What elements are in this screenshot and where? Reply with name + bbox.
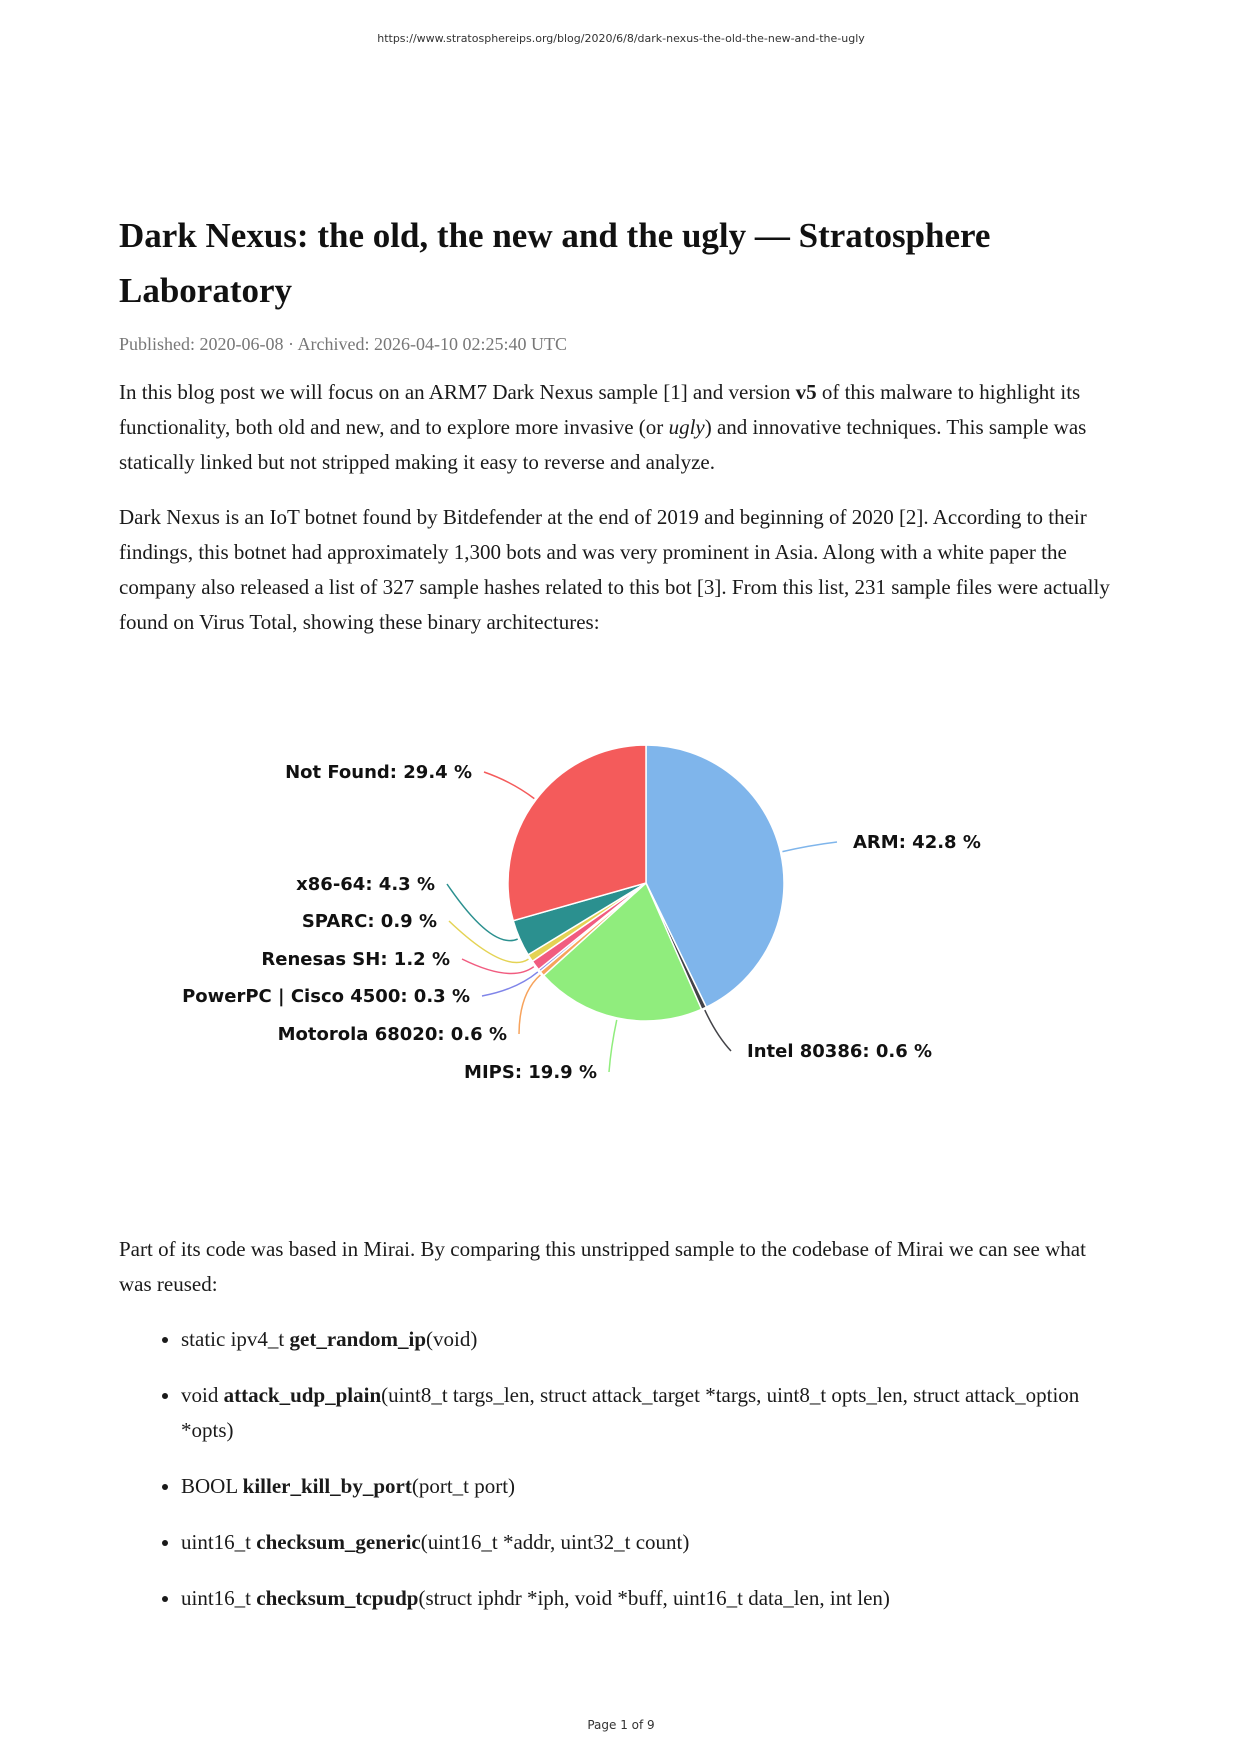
fn-args: (port_t port) — [411, 1474, 516, 1498]
article-meta: Published: 2020-06-08 · Archived: 2026-04-10 02:25:40 UTC — [119, 334, 567, 354]
pie-label: Intel 80386: 0.6 % — [747, 1041, 933, 1062]
article — [119, 208, 1123, 660]
pie-connector — [609, 1020, 617, 1072]
fn-args: (void) — [426, 1327, 478, 1351]
paragraph-intro-e: ) and innovative techniques. This sample was statically linked but not stripped making it easy to reverse and analyze. — [119, 415, 1087, 474]
fn-type: uint16_t — [181, 1586, 257, 1610]
pie-connector — [782, 842, 837, 852]
function-list — [119, 1322, 1123, 1616]
pie-label: Renesas SH: 1.2 % — [261, 949, 450, 970]
ugly-italic: ugly — [668, 415, 705, 439]
pie-label: Not Found: 29.4 % — [285, 762, 472, 783]
pie-label: SPARC: 0.9 % — [301, 911, 437, 932]
fn-name: attack_udp_plain — [223, 1383, 382, 1407]
fn-name: killer_kill_by_port — [242, 1474, 412, 1498]
fn-args: (uint16_t *addr, uint32_t count) — [420, 1530, 690, 1554]
article-title: Dark Nexus: the old, the new and the ugly — Stratosphere Laboratory — [119, 216, 991, 310]
version-bold: v5 — [795, 380, 817, 404]
fn-type: static ipv4_t — [181, 1327, 290, 1351]
page-url: https://www.stratosphereips.org/blog/2020/6/8/dark-nexus-the-old-the-new-and-the-ugly — [377, 32, 865, 45]
pie-label: ARM: 42.8 % — [853, 832, 981, 853]
pie-label: x86-64: 4.3 % — [296, 874, 435, 895]
list-item — [181, 1525, 1123, 1560]
paragraph-intro-c: of this malware to highlight its functionality, both old and new, and to explore more invasive (or — [119, 380, 1081, 439]
fn-type: BOOL — [181, 1474, 243, 1498]
fn-type: void — [181, 1383, 224, 1407]
architecture-pie-chart — [180, 730, 1080, 1110]
pie-label: Motorola 68020: 0.6 % — [277, 1024, 507, 1045]
fn-type: uint16_t — [181, 1530, 257, 1554]
pie-connector — [519, 975, 540, 1034]
fn-name: checksum_tcpudp — [256, 1586, 419, 1610]
paragraph-mirai: Part of its code was based in Mirai. By comparing this unstripped sample to the codebase of Mirai we can see what was reused: — [119, 1237, 1086, 1296]
pie-connector — [447, 884, 518, 941]
list-item — [181, 1469, 1123, 1504]
list-item — [181, 1581, 1123, 1616]
fn-name: get_random_ip — [289, 1327, 426, 1351]
paragraph-intro-a: In this blog post we will focus on an ARM7 Dark Nexus sample [1] and version — [119, 380, 796, 404]
list-item — [181, 1378, 1123, 1448]
page-number: Page 1 of 9 — [587, 1718, 655, 1732]
pie-label: PowerPC | Cisco 4500: 0.3 % — [182, 986, 470, 1007]
paragraph-botnet: Dark Nexus is an IoT botnet found by Bitdefender at the end of 2019 and beginning of 2020 [2]. According to their findings, this botnet had approximately 1,300 bots and was very prominent in Asia. Along with a white paper the company also released a list of 327 sample hashes related to this bot [3]. From this list, 231 sample files were actually found on Virus Total, showing these binary architectures: — [119, 505, 1110, 634]
pie-connector — [705, 1010, 731, 1051]
pie-connector — [482, 972, 538, 996]
pie-connector — [484, 772, 534, 799]
article-continued — [119, 1232, 1123, 1637]
pie-svg — [180, 730, 1080, 1110]
pie-label: MIPS: 19.9 % — [464, 1062, 597, 1083]
paragraph-intro — [119, 375, 1123, 480]
fn-args: (uint8_t targs_len, struct attack_target *targs, uint8_t opts_len, struct attack_option *opts) — [181, 1383, 1080, 1442]
fn-args: (struct iphdr *iph, void *buff, uint16_t data_len, int len) — [418, 1586, 890, 1610]
fn-name: checksum_generic — [256, 1530, 421, 1554]
list-item — [181, 1322, 1123, 1357]
